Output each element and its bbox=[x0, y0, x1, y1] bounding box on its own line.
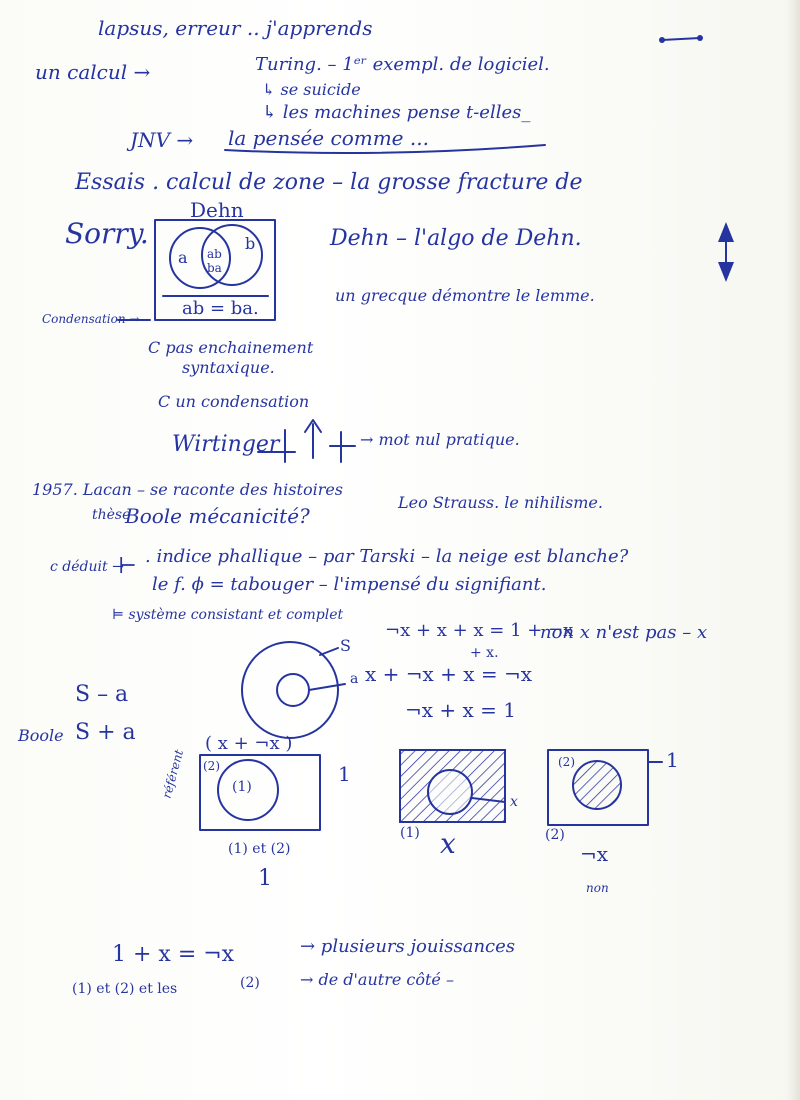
dehn-title: Dehn bbox=[190, 198, 244, 222]
note-line-1: lapsus, erreur .. j'apprends bbox=[98, 16, 373, 40]
final-note-jouissances: → plusieurs jouissances bbox=[300, 936, 516, 957]
dehn-label-ab: ab bbox=[207, 247, 222, 261]
note-pensee: la pensée comme ... bbox=[228, 126, 429, 150]
double-arrow-icon bbox=[718, 222, 734, 282]
equation-plus-x: + x. bbox=[470, 645, 499, 661]
label-s: S bbox=[340, 636, 351, 655]
dehn-label-b: b bbox=[245, 234, 256, 253]
note-dehn-algo: Dehn – l'algo de Dehn. bbox=[330, 226, 582, 251]
venn-nx-label-2: (2) bbox=[558, 755, 575, 769]
final-equation: 1 + x = ¬x bbox=[112, 942, 235, 967]
note-mot-nul: → mot nul pratique. bbox=[360, 430, 520, 449]
note-turing: Turing. – 1ᵉʳ exempl. de logiciel. bbox=[255, 54, 550, 75]
equation-2: x + ¬x + x = ¬x bbox=[365, 662, 533, 686]
note-essais: Essais . calcul de zone – la grosse fracture de bbox=[75, 170, 583, 195]
s-a-circles bbox=[242, 642, 345, 738]
note-phi: le f. ϕ = tabouger – l'impensé du signifiant. bbox=[152, 574, 547, 595]
note-suicide: ↳ se suicide bbox=[262, 80, 361, 99]
venn-nx-label: (2) bbox=[545, 827, 565, 843]
note-greque: un grecque démontre le lemme. bbox=[335, 286, 595, 305]
venn-1-label-1: (1) bbox=[232, 779, 252, 795]
venn-1-one: 1 bbox=[338, 762, 351, 786]
venn-1-big-one: 1 bbox=[258, 866, 272, 891]
note-sorry: Sorry. bbox=[65, 217, 149, 250]
top-right-marker bbox=[659, 35, 703, 43]
note-jnv: JNV → bbox=[130, 128, 194, 152]
final-note-cote: → de d'autre côté – bbox=[300, 970, 454, 989]
venn-x-label-1: (1) bbox=[400, 825, 420, 841]
note-indice: . indice phallique – par Tarski – la neige est blanche? bbox=[145, 546, 629, 567]
note-c-pas: C pas enchainement bbox=[148, 338, 314, 357]
venn-1-label-2: (2) bbox=[203, 759, 220, 773]
final-label-a: (1) et (2) et les bbox=[72, 981, 178, 997]
note-models: ⊨ système consistant et complet bbox=[112, 607, 344, 623]
equation-3: ¬x + x = 1 bbox=[405, 698, 516, 722]
dehn-label-a: a bbox=[178, 248, 188, 267]
venn-x-side: x bbox=[510, 794, 518, 810]
venn-x-caption: x bbox=[440, 827, 456, 860]
note-machines: ↳ les machines pense t-elles_ bbox=[262, 102, 531, 123]
turnstile-symbol: ⊢ bbox=[118, 554, 137, 579]
note-leo-strauss: Leo Strauss. le nihilisme. bbox=[398, 493, 603, 512]
dehn-equation: ab = ba. bbox=[182, 298, 259, 319]
note-c-condensation: C un condensation bbox=[158, 392, 310, 411]
note-deduit: c déduit → bbox=[50, 559, 124, 575]
label-a: a bbox=[350, 671, 359, 687]
venn-referent: référent bbox=[159, 748, 187, 800]
label-boole: Boole bbox=[18, 726, 64, 745]
venn-diagram-x bbox=[400, 750, 505, 822]
note-calcul: un calcul → bbox=[35, 60, 151, 84]
label-s-plus-a: S + a bbox=[75, 720, 136, 745]
venn-nx-non: non bbox=[586, 881, 609, 895]
note-boole: Boole mécanicité? bbox=[125, 504, 310, 528]
note-these: thèse bbox=[92, 507, 131, 523]
venn-nx-caption: ¬x bbox=[580, 842, 609, 866]
note-condensation: Condensation → bbox=[42, 312, 140, 326]
note-wirtinger: Wirtinger bbox=[172, 432, 280, 457]
note-lacan: 1957. Lacan – se raconte des histoires bbox=[32, 480, 344, 499]
venn-top-label: ( x + ¬x ) bbox=[205, 733, 293, 754]
equation-1: ¬x + x + x = 1 + ¬x bbox=[385, 620, 574, 641]
equation-1-note: non x n'est pas – x bbox=[540, 622, 708, 643]
note-syntaxique: syntaxique. bbox=[182, 358, 275, 377]
venn-1-caption: (1) et (2) bbox=[228, 841, 291, 857]
dehn-label-ba: ba bbox=[207, 261, 222, 275]
final-label-b: (2) bbox=[240, 975, 260, 991]
venn-nx-one: 1 bbox=[666, 748, 679, 772]
label-s-minus-a: S – a bbox=[75, 682, 129, 707]
